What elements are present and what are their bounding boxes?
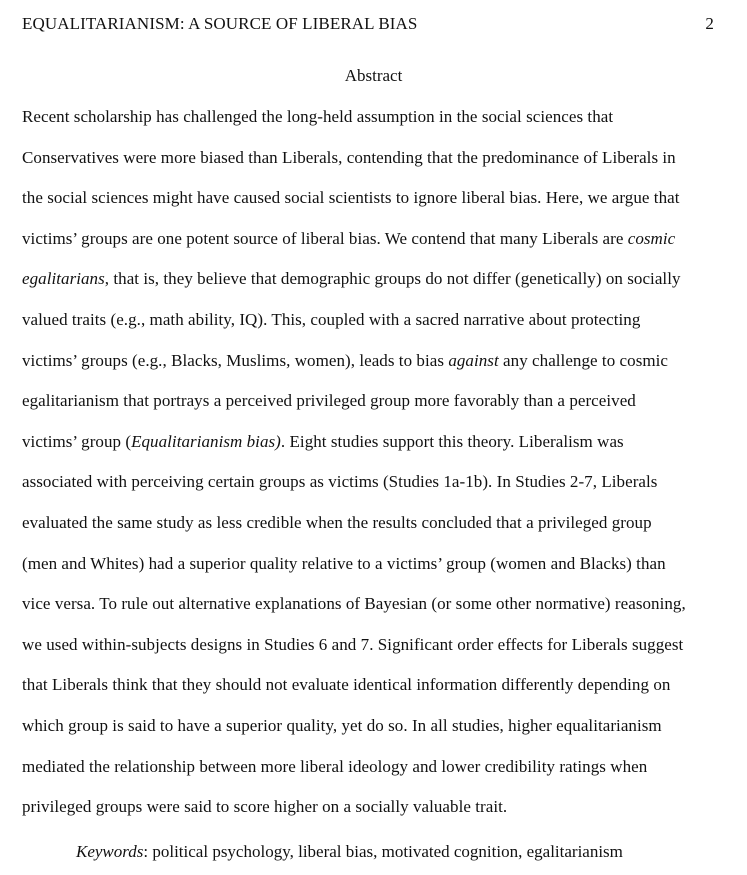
abstract-line — [22, 553, 722, 594]
abstract-line — [22, 715, 722, 756]
keywords-text: political psychology, liberal bias, motivated cognition, egalitarianism — [152, 842, 623, 861]
text-run: victims’ groups (e.g., Blacks, Muslims, women), leads to bias — [22, 350, 449, 370]
text-run: valued traits (e.g., math ability, IQ). This, coupled with a sacred narrative about protecting — [22, 309, 641, 329]
text-run: mediated the relationship between more liberal ideology and lower credibility ratings when — [22, 756, 648, 776]
text-run: Recent scholarship has challenged the long-held assumption in the social sciences that — [22, 107, 614, 126]
abstract-line — [22, 187, 722, 228]
abstract-body — [22, 106, 722, 837]
italic-text: against — [448, 350, 499, 370]
text-run: victims’ group ( — [22, 431, 132, 451]
abstract-line — [22, 512, 722, 553]
running-head — [22, 13, 714, 35]
abstract-line — [22, 350, 722, 391]
abstract-line — [22, 756, 722, 797]
abstract-line — [22, 309, 722, 350]
keywords-label: Keywords — [76, 842, 144, 861]
abstract-line — [22, 674, 722, 715]
italic-text: egalitarians — [22, 269, 105, 289]
abstract-line — [22, 431, 722, 472]
text-run: evaluated the same study as less credible when the results concluded that a privileged group — [22, 512, 652, 532]
keywords-line — [76, 841, 623, 863]
keywords-separator: : — [143, 842, 153, 861]
text-run: egalitarianism that portrays a perceived privileged group more favorably than a perceived — [22, 391, 636, 411]
text-run: we used within-subjects designs in Studies 6 and 7. Significant order effects for Liberals suggest — [22, 634, 684, 654]
text-run: victims’ groups are one potent source of liberal bias. We contend that many Liberals are — [22, 228, 628, 248]
text-run: privileged groups were said to score higher on a socially valuable trait. — [22, 797, 508, 817]
abstract-line — [22, 147, 722, 188]
italic-text: Equalitarianism bias) — [131, 431, 281, 451]
text-run: . Eight studies support this theory. Liberalism was — [280, 431, 624, 451]
text-run: that Liberals think that they should not evaluate identical information differently depending on — [22, 675, 671, 695]
text-run: associated with perceiving certain groups as victims (Studies 1a-1b). In Studies 2-7, Liberals — [22, 472, 658, 492]
italic-text: cosmic — [627, 228, 676, 248]
abstract-line — [22, 796, 722, 837]
abstract-line — [22, 106, 722, 147]
running-head-title: EQUALITARIANISM: A SOURCE OF LIBERAL BIAS — [22, 14, 418, 33]
abstract-line — [22, 390, 722, 431]
abstract-line — [22, 268, 722, 309]
abstract-line — [22, 593, 722, 634]
abstract-line — [22, 471, 722, 512]
text-run: vice versa. To rule out alternative explanations of Bayesian (or some other normative) reasoning, — [22, 594, 686, 614]
text-run: Conservatives were more biased than Liberals, contending that the predominance of Liberals in — [22, 147, 676, 167]
text-run: , that is, they believe that demographic groups do not differ (genetically) on socially — [104, 269, 681, 289]
text-run: which group is said to have a superior quality, yet do so. In all studies, higher equalitarianism — [22, 715, 662, 735]
abstract-heading: Abstract — [344, 66, 403, 85]
text-run: any challenge to cosmic — [498, 350, 668, 370]
text-run: the social sciences might have caused social scientists to ignore liberal bias. Here, we argue that — [22, 188, 680, 208]
page-number: 2 — [705, 14, 714, 33]
abstract-line — [22, 634, 722, 675]
text-run: (men and Whites) had a superior quality relative to a victims’ group (women and Blacks) than — [22, 553, 666, 573]
abstract-line — [22, 228, 722, 269]
